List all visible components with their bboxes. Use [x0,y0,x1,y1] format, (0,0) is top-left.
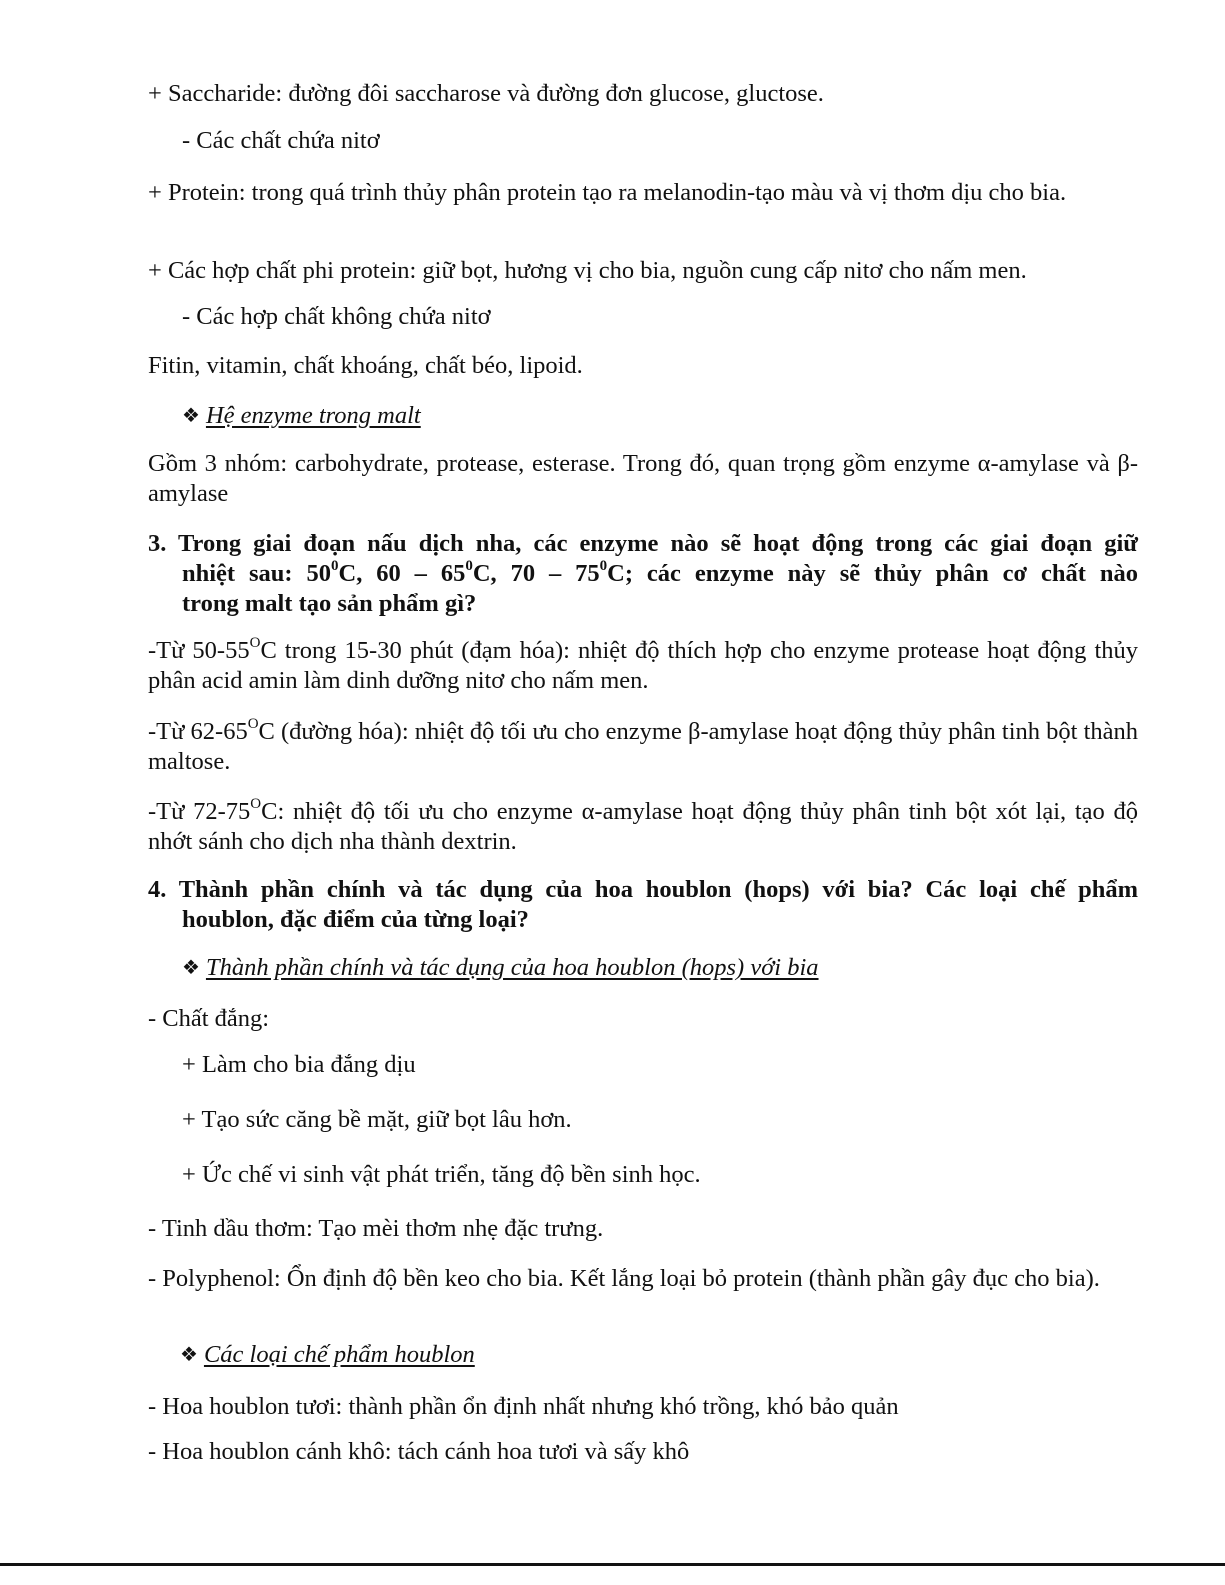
question-4-line-2: houblon, đặc điểm của từng loại? [182,906,529,933]
diamond-bullet-icon: ❖ [182,405,200,427]
dried-hops-line: - Hoa houblon cánh khô: tách cánh hoa tươi và sấy khô [148,1438,690,1465]
nitrogen-compounds-heading: - Các chất chứa nitơ [182,127,380,154]
diamond-bullet-icon: ❖ [180,1344,198,1366]
fitin-line: Fitin, vitamin, chất khoáng, chất béo, lipoid. [148,352,583,379]
protein-paragraph: + Protein: trong quá trình thủy phân protein tạo ra melanodin-tạo màu và vị thơm dịu cho bia. [148,179,1067,206]
hops-products-title: Các loại chế phẩm houblon [203,1341,475,1368]
hops-components-title: Thành phần chính và tác dụng của hoa houblon (hops) với bia [205,954,819,981]
question-4-line-1: 4. Thành phần chính và tác dụng của hoa houblon (hops) với bia? Các loại chế phẩm [148,876,1138,903]
bitter-item-1: + Làm cho bia đắng dịu [182,1051,416,1078]
bitter-item-3: + Ức chế vi sinh vật phát triển, tăng độ bền sinh học. [182,1161,701,1188]
hops-products-subheading [180,1340,475,1371]
question-3-heading [148,529,1138,619]
question-3-line-3: trong malt tạo sản phẩm gì? [182,590,477,617]
question-3-line-2: nhiệt sau: $50^0C$, $60 - 65^0C$, $70 - 75^0C$; các enzyme này sẽ thủy phân cơ chất nào [182,557,1138,587]
bitter-substance-heading: - Chất đắng: [148,1005,270,1032]
answer-62-65-paragraph: -Từ $62-65^OC$ (đường hóa): nhiệt độ tối ưu cho enzyme β-amylase hoạt động thủy phân tinh bột thành maltose. [148,715,1139,775]
non-nitrogen-heading: - Các hợp chất không chứa nitơ [182,303,491,330]
polyphenol-paragraph: - Polyphenol: Ổn định độ bền keo cho bia. Kết lắng loại bỏ protein (thành phần gây đục cho bia). [148,1265,1100,1292]
diamond-bullet-icon: ❖ [182,957,200,979]
bitter-item-2: + Tạo sức căng bề mặt, giữ bọt lâu hơn. [182,1106,572,1133]
answer-50-55-paragraph: -Từ $50-55^OC$ trong 15-30 phút (đạm hóa): nhiệt độ thích hợp cho enzyme protease hoạt động thủy phân acid amin làm dinh dưỡng nitơ cho nấm men. [148,634,1138,694]
enzyme-system-subheading [182,401,421,432]
answer-72-75-paragraph: -Từ $72-75^OC$: nhiệt độ tối ưu cho enzyme α-amylase hoạt động thủy phân tinh bột xót lại, tạo độ nhớt sánh cho dịch nha thành dextrin. [148,795,1139,855]
question-4-heading [148,875,1138,935]
page-bottom-rule [0,1563,1225,1566]
enzyme-system-title: Hệ enzyme trong malt [205,402,421,429]
fresh-hops-line: - Hoa houblon tươi: thành phần ổn định nhất nhưng khó trồng, khó bảo quản [148,1393,899,1420]
essential-oil-line: - Tinh dầu thơm: Tạo mèi thơm nhẹ đặc trưng. [148,1215,604,1242]
non-protein-line: + Các hợp chất phi protein: giữ bọt, hương vị cho bia, nguồn cung cấp nitơ cho nấm men. [148,257,1027,284]
question-3-line-1: 3. Trong giai đoạn nấu dịch nha, các enzyme nào sẽ hoạt động trong các giai đoạn giữ [148,530,1138,557]
saccharide-line: + Saccharide: đường đôi saccharose và đường đơn glucose, gluctose. [148,80,824,107]
hops-components-subheading [182,953,819,984]
enzyme-groups-paragraph: Gồm 3 nhóm: carbohydrate, protease, esterase. Trong đó, quan trọng gồm enzyme α-amylase và β-amylase [148,450,1138,507]
